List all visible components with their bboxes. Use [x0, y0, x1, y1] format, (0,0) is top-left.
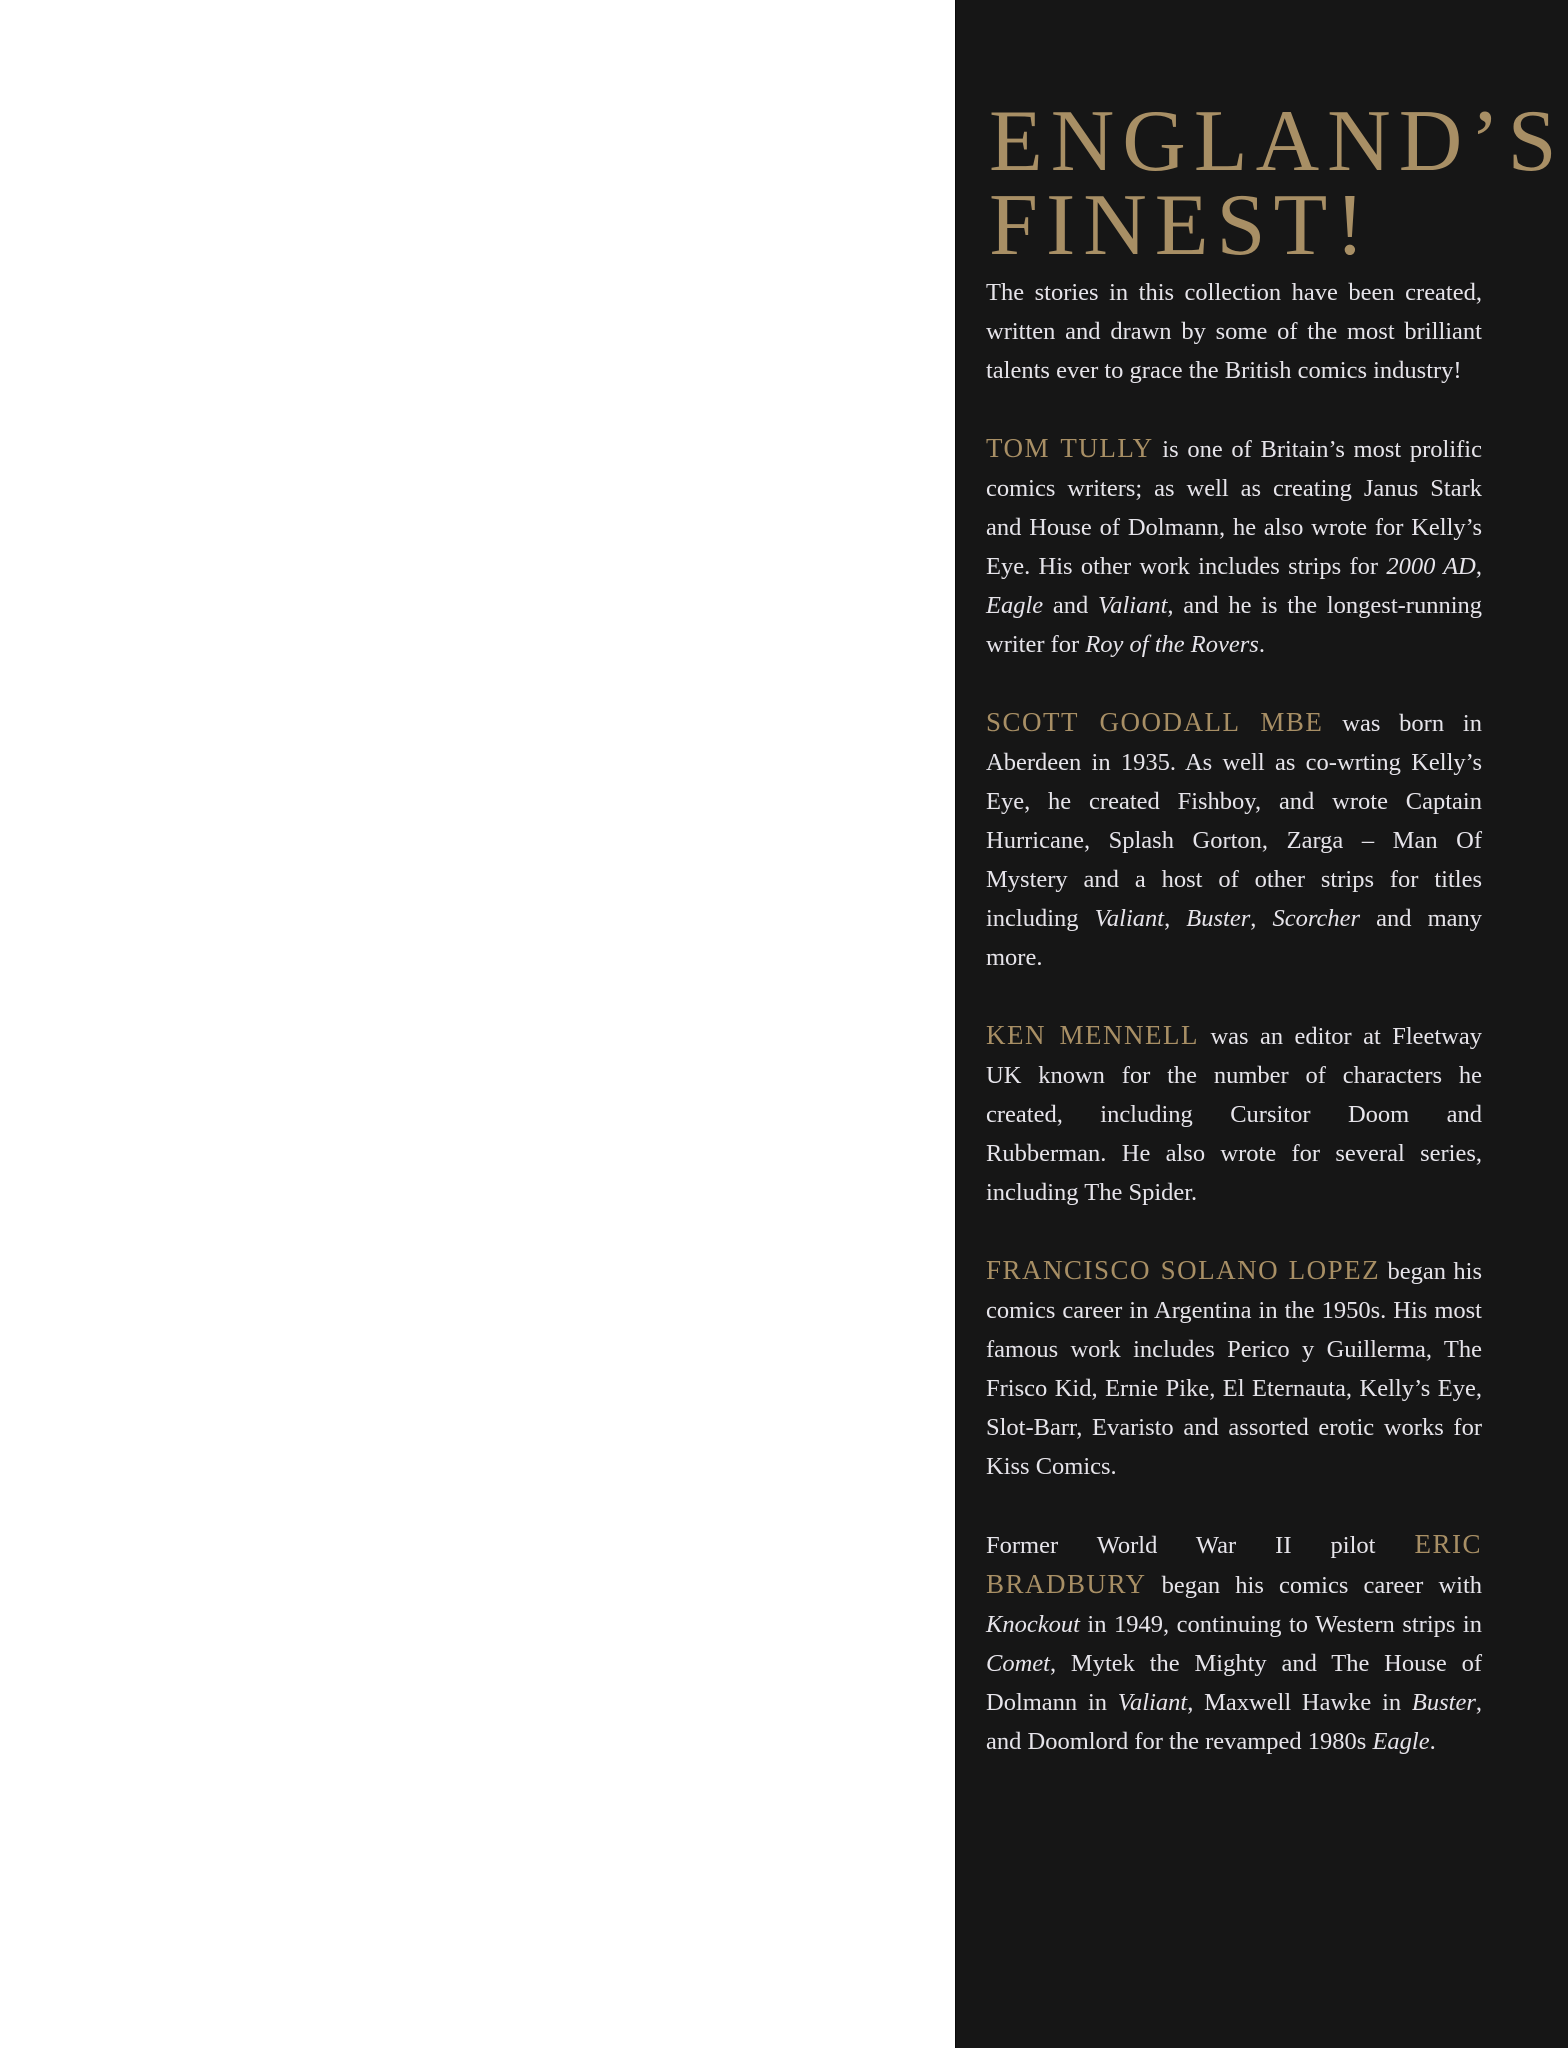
bio-ken-mennell: KEN MENNELL was an editor at Fleetway UK known for the number of characters he created, including Cursitor Doom and Rubberman. He also wrote for several series, including The Spider.	[986, 1020, 1482, 1206]
creator-name: FRANCISCO SOLANO LOPEZ	[986, 1255, 1381, 1285]
publication-title: Eagle	[1372, 1728, 1430, 1755]
publication-title: Valiant	[1094, 905, 1165, 932]
back-cover-panel	[955, 0, 1568, 2048]
publication-title: 2000 AD	[1386, 553, 1476, 580]
publication-title: Knockout	[986, 1611, 1080, 1638]
publication-title: Buster	[1411, 1689, 1476, 1716]
bio-francisco-solano-lopez: FRANCISCO SOLANO LOPEZ began his comics career in Argentina in the 1950s. His most famous work includes Perico y Guillerma, The Frisco Kid, Ernie Pike, El Eternauta, Kelly’s Eye, Slot-Barr, Evaristo and assorted erotic works for Kiss Comics.	[986, 1255, 1483, 1480]
publication-title: Roy of the Rovers	[1085, 631, 1259, 658]
title-line-1: ENGLAND’S	[989, 93, 1565, 190]
intro-paragraph: The stories in this collection have been created, written and drawn by some of the most brilliant talents ever to grace the British comics industry!	[986, 279, 1482, 384]
creator-name: SCOTT GOODALL MBE	[986, 707, 1324, 737]
publication-title: Valiant	[1097, 592, 1168, 619]
bio-scott-goodall: SCOTT GOODALL MBE was born in Aberdeen in 1935. As well as co-wrting Kelly’s Eye, he created Fishboy, and wrote Captain Hurricane, Splash Gorton, Zarga – Man Of Mystery and a host of other strips for titles including Valiant, Buster, Scorcher and many more.	[986, 707, 1483, 971]
publication-title: Eagle	[986, 592, 1044, 619]
page-title	[989, 93, 1565, 274]
publication-title: Scorcher	[1272, 905, 1361, 932]
title-line-2: FINEST!	[989, 177, 1373, 274]
publication-title: Valiant	[1117, 1689, 1188, 1716]
bio-tom-tully: TOM TULLY is one of Britain’s most prolific comics writers; as well as creating Janus Stark and House of Dolmann, he also wrote for Kelly’s Eye. His other work includes strips for 2000 AD, Eagle and Valiant, and he is the longest-running writer for Roy of the Rovers.	[986, 433, 1483, 658]
publication-title: Comet	[986, 1650, 1050, 1677]
creator-name: TOM TULLY	[986, 433, 1154, 463]
creator-name: KEN MENNELL	[986, 1020, 1200, 1050]
bio-eric-bradbury: Former World War II pilot ERIC BRADBURY began his comics career with Knockout in 1949, continuing to Western strips in Comet, Mytek the Mighty and The House of Dolmann in Valiant, Maxwell Hawke in Buster, and Doomlord for the revamped 1980s Eagle.	[986, 1529, 1482, 1755]
creator-name: ERIC BRADBURY	[986, 1529, 1482, 1599]
publication-title: Buster	[1186, 905, 1251, 932]
bio-content	[986, 273, 1482, 1800]
